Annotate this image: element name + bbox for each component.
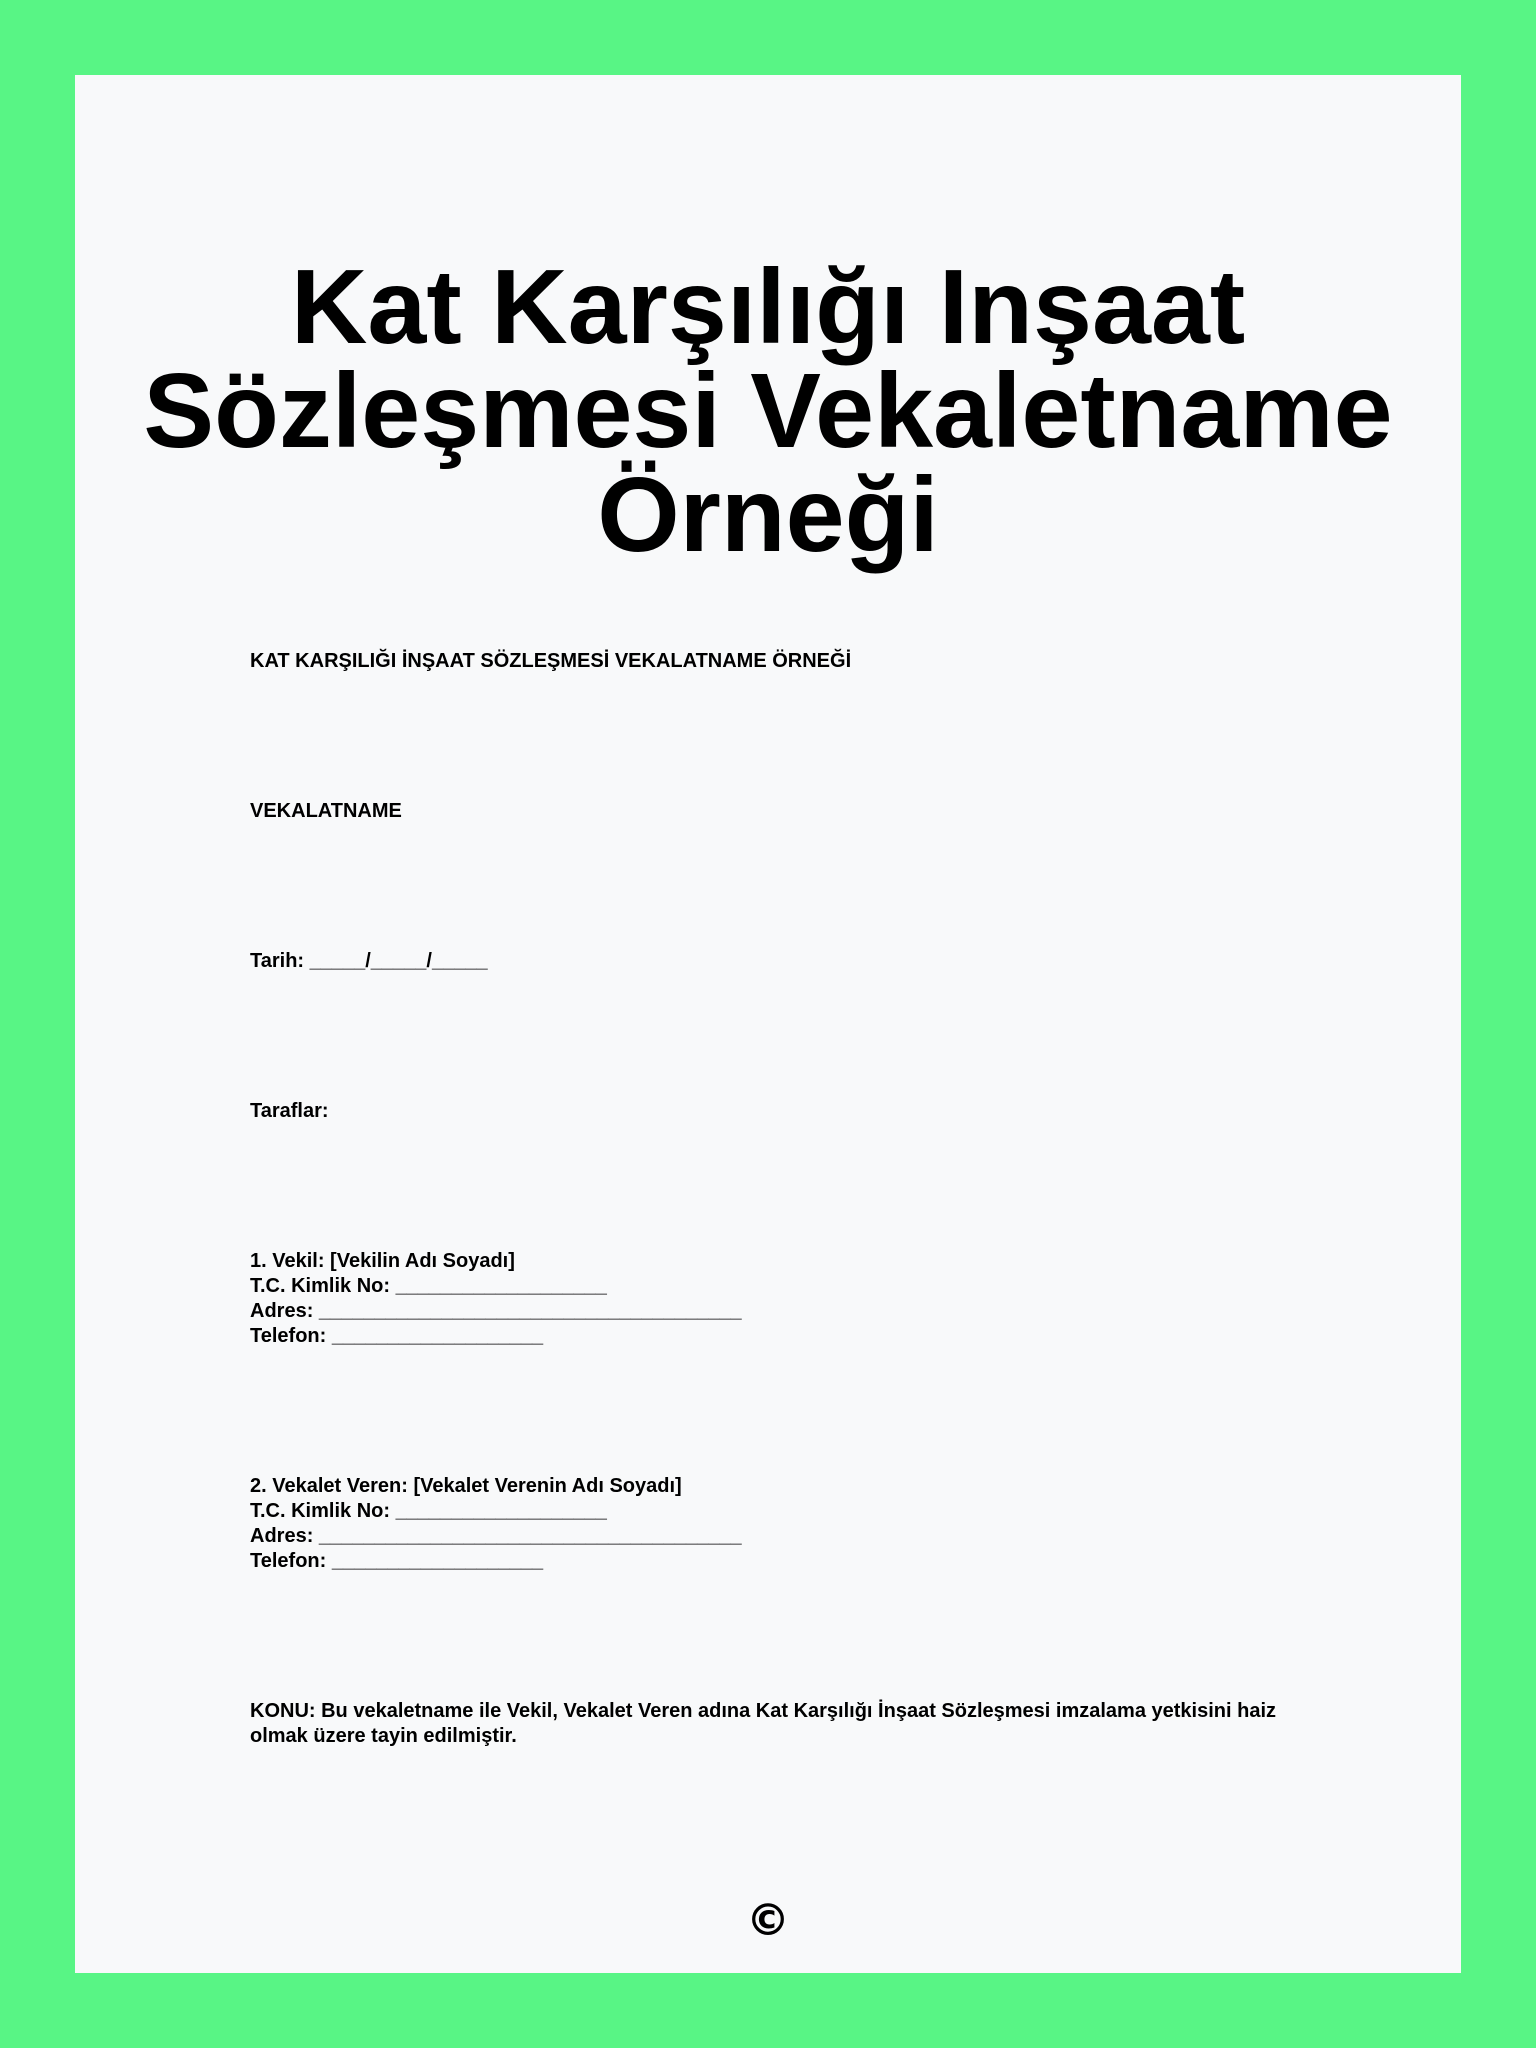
party1-tc-line: T.C. Kimlik No: ___________________	[250, 1275, 607, 1297]
document-heading: KAT KARŞILIĞI İNŞAAT SÖZLEŞMESİ VEKALATNAME ÖRNEĞİ	[250, 650, 852, 672]
party1-name-line: 1. Vekil: [Vekilin Adı Soyadı]	[250, 1250, 515, 1272]
party2-phone-line: Telefon: ___________________	[250, 1550, 544, 1572]
document-title: Kat Karşılığı Inşaat Sözleşmesi Vekaletname Örneği	[143, 248, 1393, 574]
subject-paragraph: KONU: Bu vekaletname ile Vekil, Vekalet Veren adına Kat Karşılığı İnşaat Sözleşmesi imzalama yetkisini haiz olmak üzere tayin edilmiştir.	[250, 1700, 1277, 1747]
party1-phone-line: Telefon: ___________________	[250, 1325, 544, 1347]
party2-name-line: 2. Vekalet Veren: [Vekalet Verenin Adı Soyadı]	[250, 1475, 682, 1497]
party2-address-line: Adres: ______________________________________	[250, 1525, 742, 1547]
document-page	[75, 75, 1461, 1973]
copyright-icon: ©	[746, 1895, 790, 1946]
party2-tc-line: T.C. Kimlik No: ___________________	[250, 1500, 607, 1522]
date-line: Tarih: _____/_____/_____	[250, 950, 488, 972]
document-subheading: VEKALATNAME	[250, 800, 402, 822]
parties-label: Taraflar:	[250, 1100, 329, 1122]
party1-address-line: Adres: ______________________________________	[250, 1300, 742, 1322]
